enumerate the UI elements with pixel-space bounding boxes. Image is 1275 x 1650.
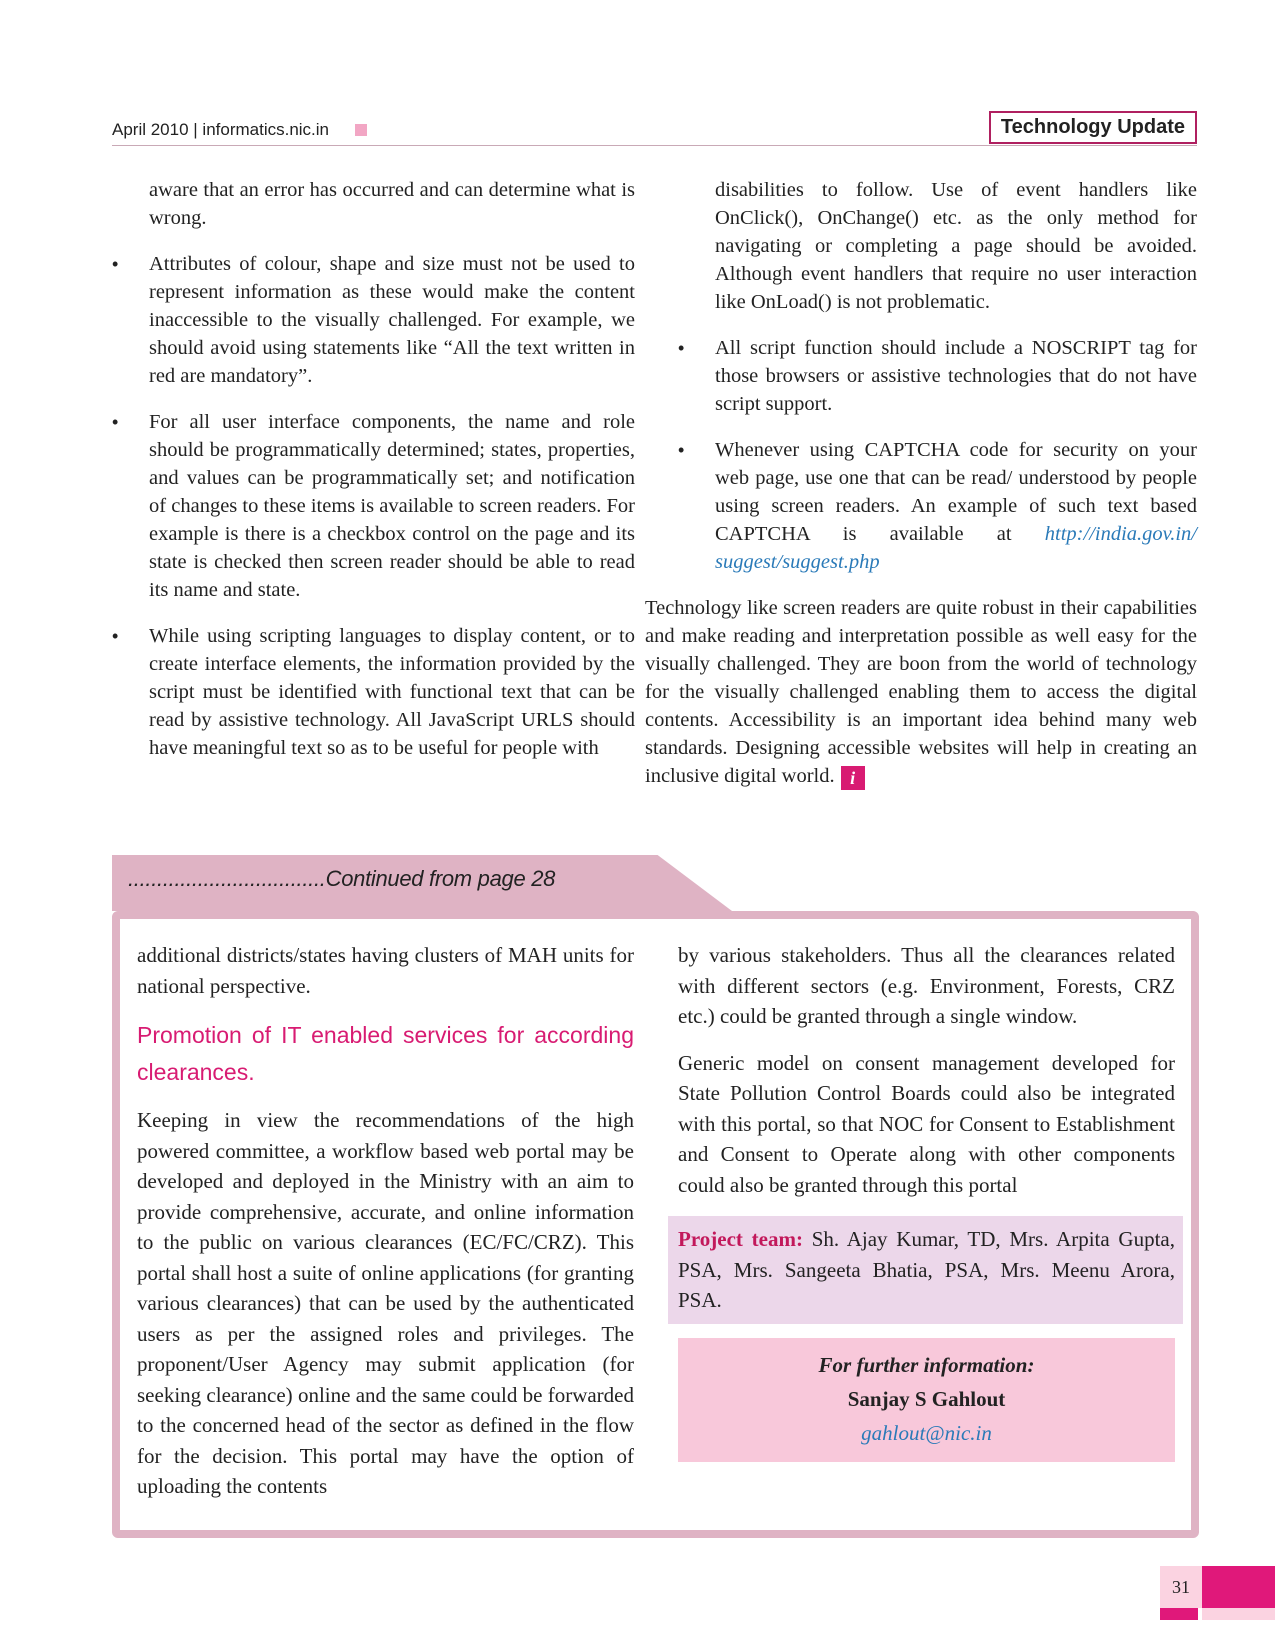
right-bullet-list — [678, 334, 1197, 576]
left-column — [112, 176, 635, 780]
continued-text: Continued from page 28 — [325, 866, 556, 891]
box-right-column — [678, 940, 1175, 1462]
list-item: • Attributes of colour, shape and size must not be used to represent information as these would make the content inaccessible to the visually challenged. For example, we should avoid using statements like “All the text written in red are mandatory”. — [112, 250, 635, 390]
info-end-icon: i — [841, 766, 865, 790]
info-email-link[interactable]: gahlout@nic.in — [861, 1420, 992, 1445]
list-item: • All script function should include a NOSCRIPT tag for those browsers or assistive technologies that do not have script support. — [678, 334, 1197, 418]
list-item: • While using scripting languages to display content, or to create interface elements, the information provided by the script must be identified with functional text that can be read by assistive technology. All JavaScript URLS should have meaningful text so as to be useful for people with — [112, 622, 635, 762]
continued-label — [128, 866, 555, 892]
issue-text: April 2010 | informatics.nic.in — [112, 120, 330, 139]
section-title: Technology Update — [989, 111, 1197, 144]
info-title: For further information: — [818, 1352, 1035, 1377]
further-info-box — [678, 1338, 1175, 1462]
captcha-text: Whenever using CAPTCHA code for security on your web page, use one that can be read/ understood by people using screen readers. An example of such text based CAPTCHA is available at — [715, 439, 1197, 545]
box-para-1: by various stakeholders. Thus all the clearances related with different sectors (e.g. Environment, Forests, CRZ etc.) could be granted through a single window. — [678, 943, 1175, 1028]
issue-line — [112, 120, 367, 140]
left-bullet-list — [112, 250, 635, 762]
info-name: Sanjay S Gahlout — [847, 1386, 1006, 1411]
team-members: Sh. Ajay Kumar, TD, Mrs. Arpita Gupta, PSA, Mrs. Sangeeta Bhatia, PSA, Mrs. Meenu Arora, PSA. — [678, 1227, 1176, 1312]
team-label: Project team: — [678, 1227, 803, 1251]
right-continuation: disabilities to follow. Use of event handlers like OnClick(), OnChange() etc. as the only method for navigating or completing a page should be avoided. Although event handlers that require no user interaction like OnLoad() is not problematic. — [715, 179, 1197, 313]
continued-dots: .................................. — [128, 866, 326, 891]
left-continuation: aware that an error has occurred and can determine what is wrong. — [149, 179, 635, 229]
right-column — [645, 176, 1197, 808]
closing-paragraph — [645, 594, 1197, 790]
project-team-box — [668, 1216, 1183, 1324]
box-body: Keeping in view the recommendations of the high powered committee, a workflow based web portal may be developed and deployed in the Ministry with an aim to provide comprehensive, accurate, and online information to the public on various clearances (EC/FC/CRZ). This portal shall host a suite of online applications (for granting various clearances) that can be used by the authenticated users as per the assigned roles and privileges. The proponent/User Agency may submit application (for seeking clearance) online and the same could be forwarded to the concerned head of the sector as defined in the flow for the decision. This portal may have the option of uploading the contents — [137, 1108, 634, 1498]
pink-square-icon — [355, 124, 367, 136]
list-item: • For all user interface components, the name and role should be programmatically determined; states, properties, and values can be programmatically set; and notification of changes to these items is available to screen readers. For example is there is a checkbox control on the page and its state is checked then screen reader should be able to read its name and state. — [112, 408, 635, 604]
captcha-link[interactable]: http://india.gov.in/ suggest/suggest.php — [715, 523, 1197, 573]
page-number: 31 — [1160, 1566, 1202, 1608]
box-intro: additional districts/states having clusters of MAH units for national perspective. — [137, 943, 634, 998]
page-header — [112, 110, 1197, 146]
corner-decoration-low — [1160, 1608, 1198, 1620]
corner-decoration — [1202, 1566, 1275, 1608]
box-para-2: Generic model on consent management developed for State Pollution Control Boards could also be integrated with this portal, so that NOC for Consent to Establishment and Consent to Operate along with other components could also be granted through this portal — [678, 1050, 1175, 1197]
article-heading: Promotion of IT enabled services for according clearances. — [137, 1022, 634, 1085]
closing-text: Technology like screen readers are quite robust in their capabilities and make reading and interpretation possible as well easy for the visually challenged. They are boon from the world of technology for the visually challenged enabling them to access the digital contents. Accessibility is an important idea behind many web standards. Designing accessible websites will help in creating an inclusive digital world. — [645, 597, 1197, 787]
box-left-column — [137, 940, 634, 1518]
corner-decoration-low-light — [1202, 1608, 1275, 1620]
list-item — [678, 436, 1197, 576]
